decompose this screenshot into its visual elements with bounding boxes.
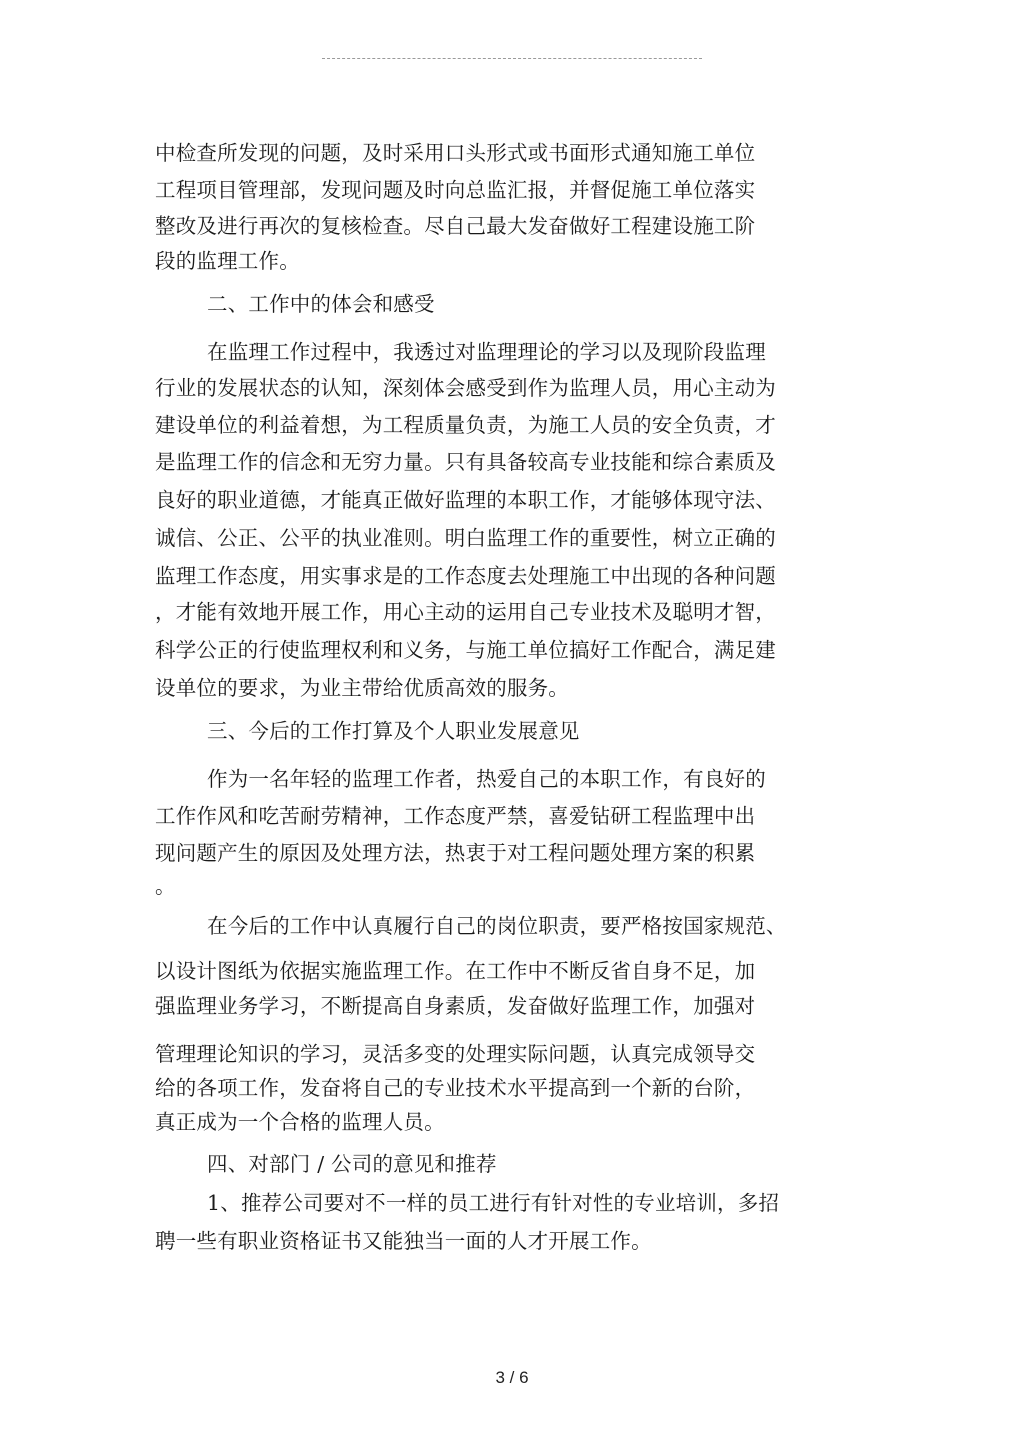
paragraph-line: 良好的职业道德，才能真正做好监理的本职工作，才能够体现守法、 <box>155 488 776 512</box>
section-heading: 二、工作中的体会和感受 <box>207 292 435 316</box>
paragraph-line: 聘一些有职业资格证书又能独当一面的人才开展工作。 <box>155 1229 652 1253</box>
paragraph-line: 设单位的要求，为业主带给优质高效的服务。 <box>155 676 569 700</box>
paragraph-line: 诚信、公正、公平的执业准则。明白监理工作的重要性，树立正确的 <box>155 526 776 550</box>
page-number: 3 / 6 <box>495 1368 529 1387</box>
paragraph-line: 真正成为一个合格的监理人员。 <box>155 1110 445 1134</box>
section-heading: 四、对部门 / 公司的意见和推荐 <box>207 1152 497 1176</box>
paragraph-line: 。 <box>155 874 176 898</box>
paragraph-line: 以设计图纸为依据实施监理工作。在工作中不断反省自身不足，加 <box>155 959 756 983</box>
paragraph-line: 科学公正的行使监理权利和义务，与施工单位搞好工作配合，满足建 <box>155 638 776 662</box>
paragraph-line: 强监理业务学习，不断提高自身素质，发奋做好监理工作，加强对 <box>155 994 756 1018</box>
paragraph-line: 工作作风和吃苦耐劳精神，工作态度严禁，喜爱钻研工程监理中出 <box>155 804 756 828</box>
paragraph-line: 段的监理工作。 <box>155 249 300 273</box>
paragraph-line: 整改及进行再次的复核检查。尽自己最大发奋做好工程建设施工阶 <box>155 214 756 238</box>
paragraph-line: 在今后的工作中认真履行自己的岗位职责，要严格按国家规范、 <box>207 914 787 938</box>
paragraph-line: 行业的发展状态的认知，深刻体会感受到作为监理人员，用心主动为 <box>155 376 776 400</box>
paragraph-line: 建设单位的利益着想，为工程质量负责，为施工人员的安全负责，才 <box>155 413 776 437</box>
paragraph-line: 作为一名年轻的监理工作者，热爱自己的本职工作，有良好的 <box>207 767 766 791</box>
paragraph-line: 工程项目管理部，发现问题及时向总监汇报，并督促施工单位落实 <box>155 178 756 202</box>
header-divider <box>322 58 702 59</box>
paragraph-line: 管理理论知识的学习，灵活多变的处理实际问题，认真完成领导交 <box>155 1042 756 1066</box>
paragraph-line: 监理工作态度，用实事求是的工作态度去处理施工中出现的各种问题 <box>155 564 776 588</box>
paragraph-line: 在监理工作过程中，我透过对监理理论的学习以及现阶段监理 <box>207 340 766 364</box>
paragraph-line: ，才能有效地开展工作，用心主动的运用自己专业技术及聪明才智， <box>155 600 776 624</box>
paragraph-line: 现问题产生的原因及处理方法，热衷于对工程问题处理方案的积累 <box>155 841 756 865</box>
paragraph-line: 是监理工作的信念和无穷力量。只有具备较高专业技能和综合素质及 <box>155 450 776 474</box>
paragraph-line: 1、推荐公司要对不一样的员工进行有针对性的专业培训，多招 <box>207 1191 780 1215</box>
paragraph-line: 给的各项工作，发奋将自己的专业技术水平提高到一个新的台阶， <box>155 1076 756 1100</box>
section-heading: 三、今后的工作打算及个人职业发展意见 <box>207 719 580 743</box>
paragraph-line: 中检查所发现的问题，及时采用口头形式或书面形式通知施工单位 <box>155 141 756 165</box>
